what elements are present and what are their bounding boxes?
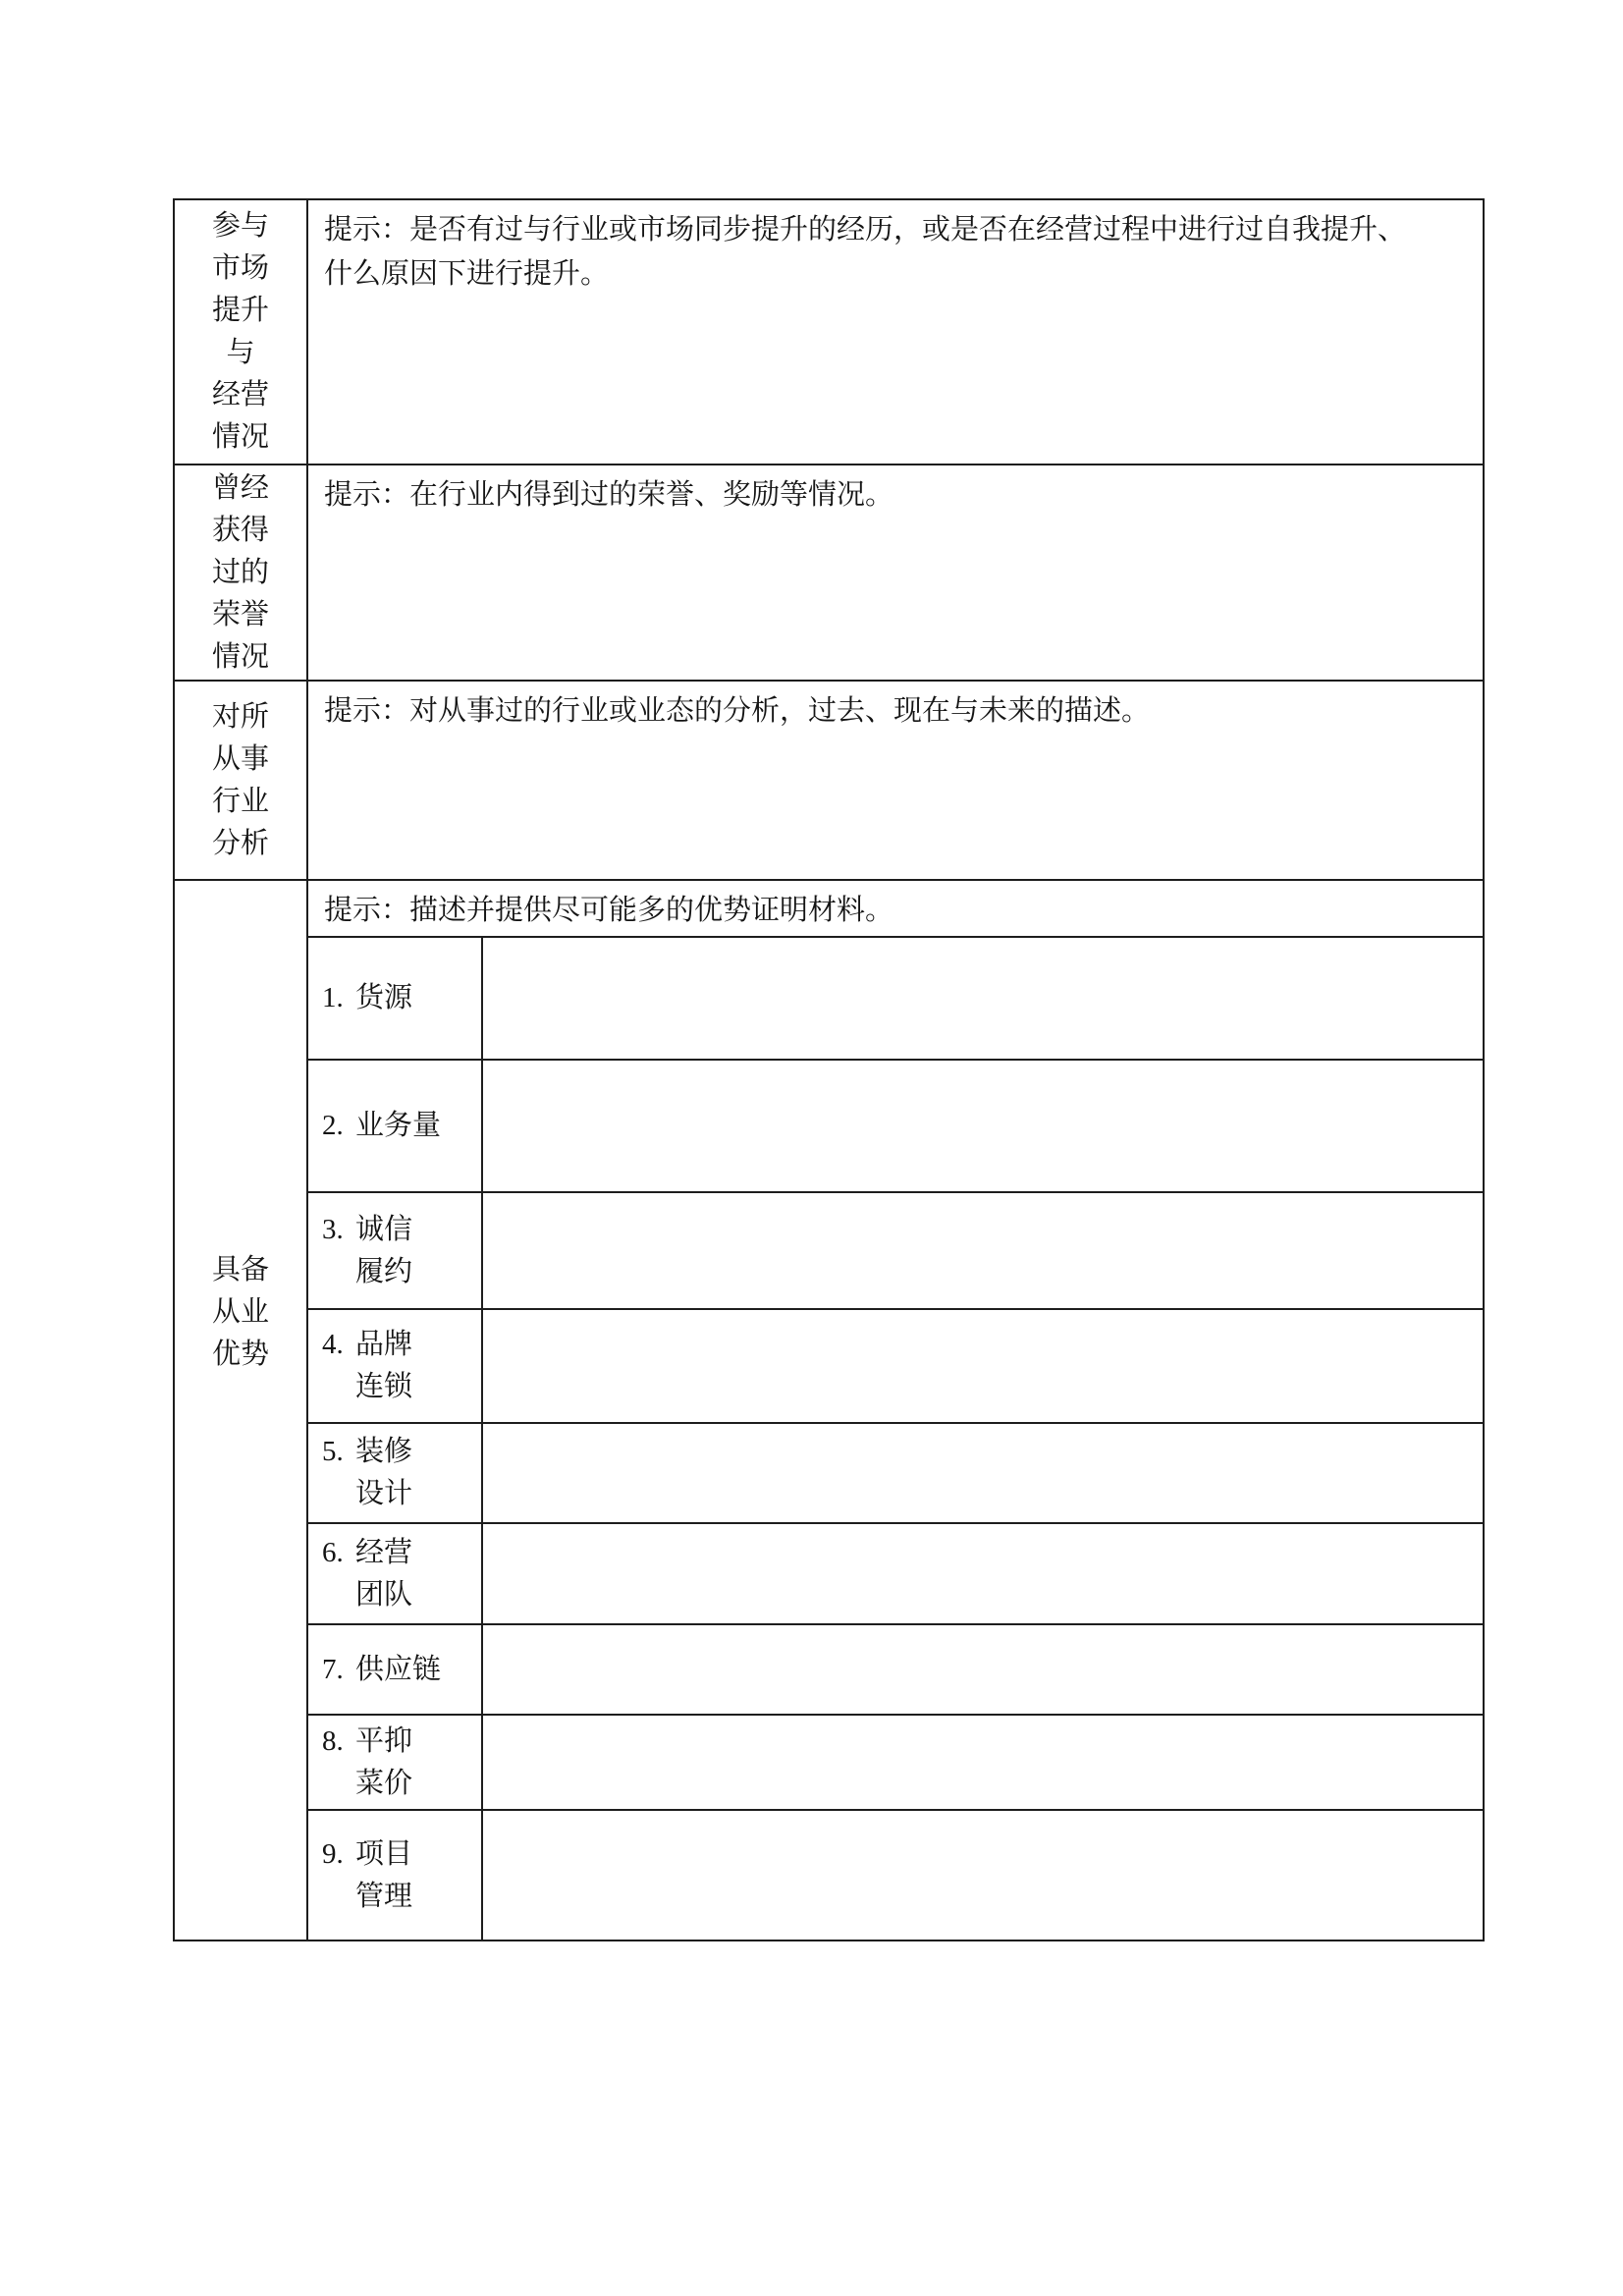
item-line xyxy=(322,1721,481,1763)
item-number: 1. xyxy=(322,982,344,1013)
row-label-honors xyxy=(175,465,306,680)
item-number: 5. xyxy=(322,1436,344,1467)
item-line: 设计 xyxy=(355,1478,413,1509)
answer-area xyxy=(483,1716,1483,1809)
label-line: 具备 xyxy=(211,1253,269,1285)
label-line: 参与 xyxy=(211,210,269,242)
row-label-advantages xyxy=(175,881,306,1940)
label-line: 过的 xyxy=(211,556,269,588)
item-number: 2. xyxy=(322,1110,344,1141)
label-line: 与 xyxy=(226,337,255,368)
item-text: 经营 xyxy=(355,1536,413,1568)
item-line xyxy=(322,1431,481,1473)
answer-area xyxy=(483,1811,1483,1940)
hint-industry-analysis xyxy=(308,682,1483,879)
item-line xyxy=(322,1324,481,1366)
item-line xyxy=(322,1833,481,1876)
hint-text: 提示：对从事过的行业或业态的分析，过去、现在与未来的描述。 xyxy=(324,695,1151,727)
label-line: 行业 xyxy=(211,785,269,817)
item-line: 团队 xyxy=(355,1578,413,1611)
advantage-item-brand-chain xyxy=(308,1310,481,1422)
label-line: 经营 xyxy=(211,379,269,410)
advantage-item-management-team xyxy=(308,1524,481,1623)
advantage-item-supply-source xyxy=(308,938,481,1059)
item-text: 项目 xyxy=(355,1837,413,1870)
answer-area xyxy=(483,1193,1483,1308)
answer-area xyxy=(483,1061,1483,1191)
label-line: 从业 xyxy=(211,1295,269,1328)
label-line: 提升 xyxy=(211,295,269,326)
answer-area xyxy=(483,938,1483,1059)
item-text: 诚信 xyxy=(355,1213,413,1245)
item-number: 9. xyxy=(322,1837,344,1870)
label-line: 分析 xyxy=(211,827,269,859)
hint-text: 什么原因下进行提升。 xyxy=(324,258,610,290)
item-text: 品牌 xyxy=(355,1329,413,1360)
hint-market-improvement xyxy=(308,200,1483,464)
advantage-item-supply-chain xyxy=(308,1625,481,1714)
item-number: 7. xyxy=(322,1653,344,1685)
item-line xyxy=(322,1532,481,1574)
advantage-item-decoration-design xyxy=(308,1424,481,1522)
row-label-market-improvement xyxy=(175,200,306,464)
advantage-item-business-volume xyxy=(308,1061,481,1191)
item-line xyxy=(322,1209,481,1251)
item-text: 平抑 xyxy=(355,1724,413,1757)
label-line: 市场 xyxy=(211,252,269,284)
item-line xyxy=(322,1105,481,1147)
item-text: 装修 xyxy=(355,1436,413,1467)
row-label-industry-analysis xyxy=(175,682,306,879)
label-line: 优势 xyxy=(211,1338,269,1370)
item-line: 管理 xyxy=(355,1880,413,1912)
item-number: 4. xyxy=(322,1329,344,1360)
item-text: 供应链 xyxy=(355,1653,442,1685)
label-line: 对所 xyxy=(211,700,269,733)
label-line: 曾经 xyxy=(211,471,269,504)
advantage-item-project-management xyxy=(308,1811,481,1940)
hint-honors xyxy=(308,465,1483,680)
item-line xyxy=(322,1649,481,1691)
label-line: 情况 xyxy=(211,640,269,673)
item-number: 8. xyxy=(322,1724,344,1757)
item-line xyxy=(322,977,481,1019)
answer-area xyxy=(483,1625,1483,1714)
item-number: 6. xyxy=(322,1536,344,1568)
form-table xyxy=(173,198,1485,1941)
hint-advantages xyxy=(308,881,1483,936)
item-line: 菜价 xyxy=(355,1767,413,1799)
answer-area xyxy=(483,1524,1483,1623)
hint-text: 提示：在行业内得到过的荣誉、奖励等情况。 xyxy=(324,479,894,511)
advantage-item-price-stabilization xyxy=(308,1716,481,1809)
label-line: 从事 xyxy=(211,742,269,775)
advantage-item-integrity xyxy=(308,1193,481,1308)
hint-text: 提示：描述并提供尽可能多的优势证明材料。 xyxy=(324,895,894,926)
label-line: 荣誉 xyxy=(211,598,269,630)
item-line: 连锁 xyxy=(355,1371,413,1402)
item-number: 3. xyxy=(322,1213,344,1245)
answer-area xyxy=(483,1424,1483,1522)
label-line: 情况 xyxy=(211,421,269,453)
hint-text: 提示：是否有过与行业或市场同步提升的经历，或是否在经营过程中进行过自我提升、 xyxy=(324,214,1407,246)
item-line: 履约 xyxy=(355,1255,413,1287)
answer-area xyxy=(483,1310,1483,1422)
item-text: 货源 xyxy=(355,982,413,1013)
label-line: 获得 xyxy=(211,514,269,546)
item-text: 业务量 xyxy=(355,1110,442,1141)
